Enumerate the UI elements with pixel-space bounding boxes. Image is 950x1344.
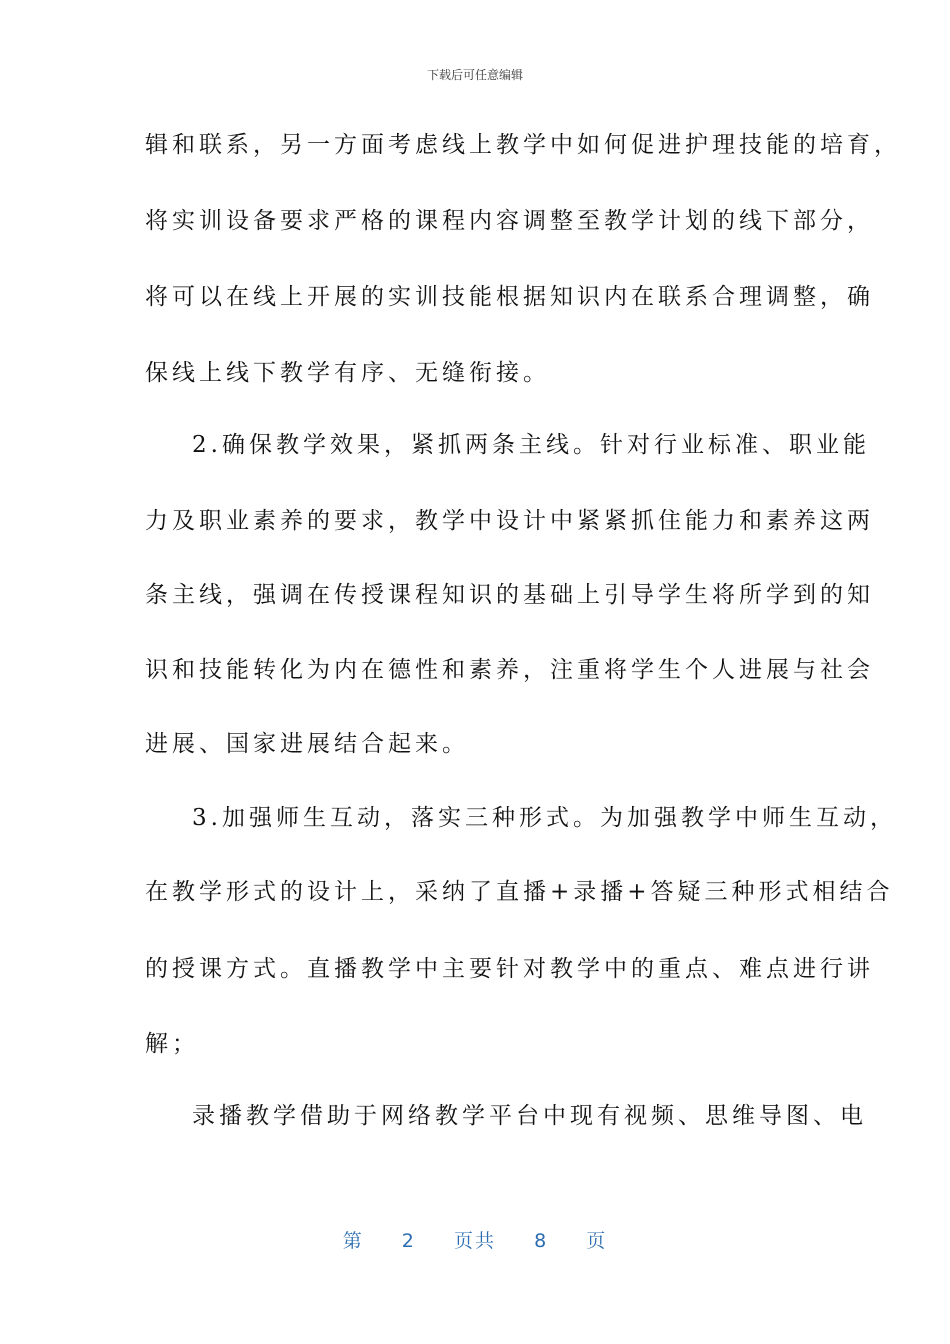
body-line-12: 的授课方式。直播教学中主要针对教学中的重点、难点进行讲 xyxy=(145,956,874,982)
paragraph-3-line-1: 3.加强师生互动，落实三种形式。为加强教学中师生互动， xyxy=(192,805,897,831)
body-line-13: 解； xyxy=(145,1031,199,1057)
footer-suffix: 页 xyxy=(586,1230,608,1252)
body-line-9: 进展、国家进展结合起来。 xyxy=(145,731,469,757)
paragraph-2-line-1: 2.确保教学效果，紧抓两条主线。针对行业标准、职业能 xyxy=(192,432,870,458)
body-line-4: 保线上线下教学有序、无缝衔接。 xyxy=(145,360,550,386)
body-line-8: 识和技能转化为内在德性和素养，注重将学生个人进展与社会 xyxy=(145,657,874,683)
paragraph-4-line-1: 录播教学借助于网络教学平台中现有视频、思维导图、电 xyxy=(192,1103,867,1129)
body-line-1: 辑和联系，另一方面考虑线上教学中如何促进护理技能的培育， xyxy=(145,132,901,158)
footer-page-number: 2 xyxy=(401,1230,416,1252)
footer-total-pages: 8 xyxy=(534,1230,549,1252)
footer-prefix: 第 xyxy=(342,1230,364,1252)
body-line-6: 力及职业素养的要求，教学中设计中紧紧抓住能力和素养这两 xyxy=(145,508,874,534)
page-header-note: 下载后可任意编辑 xyxy=(426,68,523,82)
body-line-7: 条主线，强调在传授课程知识的基础上引导学生将所学到的知 xyxy=(145,582,874,608)
page-footer xyxy=(0,1226,950,1253)
body-line-11: 在教学形式的设计上，采纳了直播+录播+答疑三种形式相结合 xyxy=(145,879,894,905)
footer-middle: 页共 xyxy=(453,1230,496,1252)
body-line-3: 将可以在线上开展的实训技能根据知识内在联系合理调整，确 xyxy=(145,284,874,310)
body-line-2: 将实训设备要求严格的课程内容调整至教学计划的线下部分， xyxy=(145,208,874,234)
